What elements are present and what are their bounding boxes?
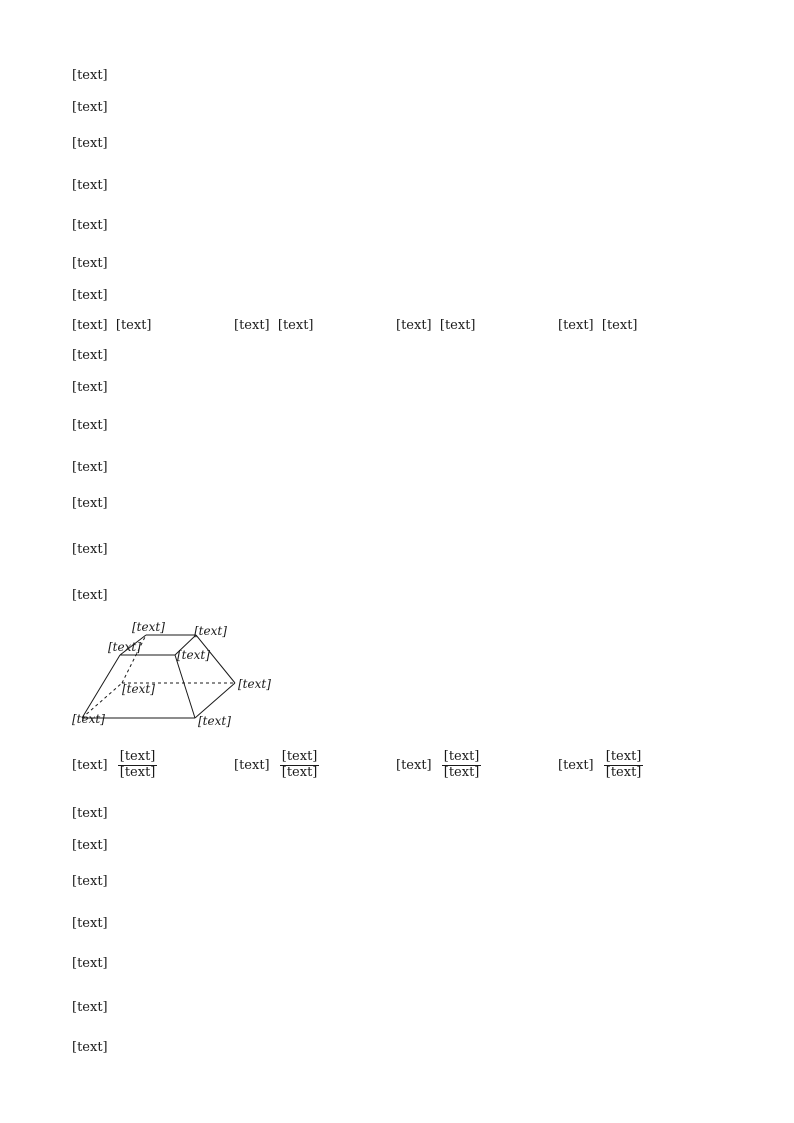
label-a1: [text] [108, 640, 141, 654]
text-line-21: [text] [72, 1040, 108, 1055]
edge-aa1 [82, 655, 120, 718]
label-a: [text] [72, 712, 105, 726]
text-line-8: [text] [72, 348, 108, 363]
text-line-3: [text] [72, 136, 108, 151]
q7-option-a: [text] $\frac{\text{[text]}}{\text{[text]}}$ [72, 749, 156, 780]
label-d: [text] [122, 682, 155, 696]
text-line-12: [text] [72, 496, 108, 511]
q7-option-d: [text] $\frac{\text{[text]}}{\text{[text]}}$ [558, 749, 642, 780]
text-line-14: [text] [72, 588, 108, 603]
edge-bb1 [175, 655, 195, 718]
text-line-4: [text] [72, 178, 108, 193]
label-b1: [text] [177, 648, 210, 662]
text-line-17: [text] [72, 874, 108, 889]
q6-option-a: [text] [text] [72, 318, 152, 333]
text-line-2: [text] [72, 100, 108, 115]
fraction: $\frac{\text{[text]}}{\text{[text]}}$ [281, 749, 318, 780]
fraction: $\frac{\text{[text]}}{\text{[text]}}$ [605, 749, 642, 780]
text-line-13: [text] [72, 542, 108, 557]
q7-option-b: [text] $\frac{\text{[text]}}{\text{[text]}}$ [234, 749, 318, 780]
label-c: [text] [238, 677, 271, 691]
text-line-11: [text] [72, 460, 108, 475]
text-line-15: [text] [72, 806, 108, 821]
text-line-20: [text] [72, 1000, 108, 1015]
text-line-9: [text] [72, 380, 108, 395]
q6-option-d: [text] [text] [558, 318, 638, 333]
text-line-6: [text] [72, 256, 108, 271]
label-b: [text] [198, 714, 231, 728]
text-line-16: [text] [72, 838, 108, 853]
q6-option-b: [text] [text] [234, 318, 314, 333]
text-line-18: [text] [72, 916, 108, 931]
text-line-7: [text] [72, 288, 108, 303]
edge-bc [195, 683, 235, 718]
text-line-1: [text] [72, 68, 108, 83]
label-c1: [text] [194, 624, 227, 638]
q7-option-c: [text] $\frac{\text{[text]}}{\text{[text]}}$ [396, 749, 480, 780]
text-line-5: [text] [72, 218, 108, 233]
text-line-10: [text] [72, 418, 108, 433]
fraction: $\frac{\text{[text]}}{\text{[text]}}$ [443, 749, 480, 780]
frustum-figure [70, 615, 271, 730]
fraction: $\frac{\text{[text]}}{\text{[text]}}$ [119, 749, 156, 780]
q6-option-c: [text] [text] [396, 318, 476, 333]
text-line-19: [text] [72, 956, 108, 971]
label-d1: [text] [132, 620, 165, 634]
